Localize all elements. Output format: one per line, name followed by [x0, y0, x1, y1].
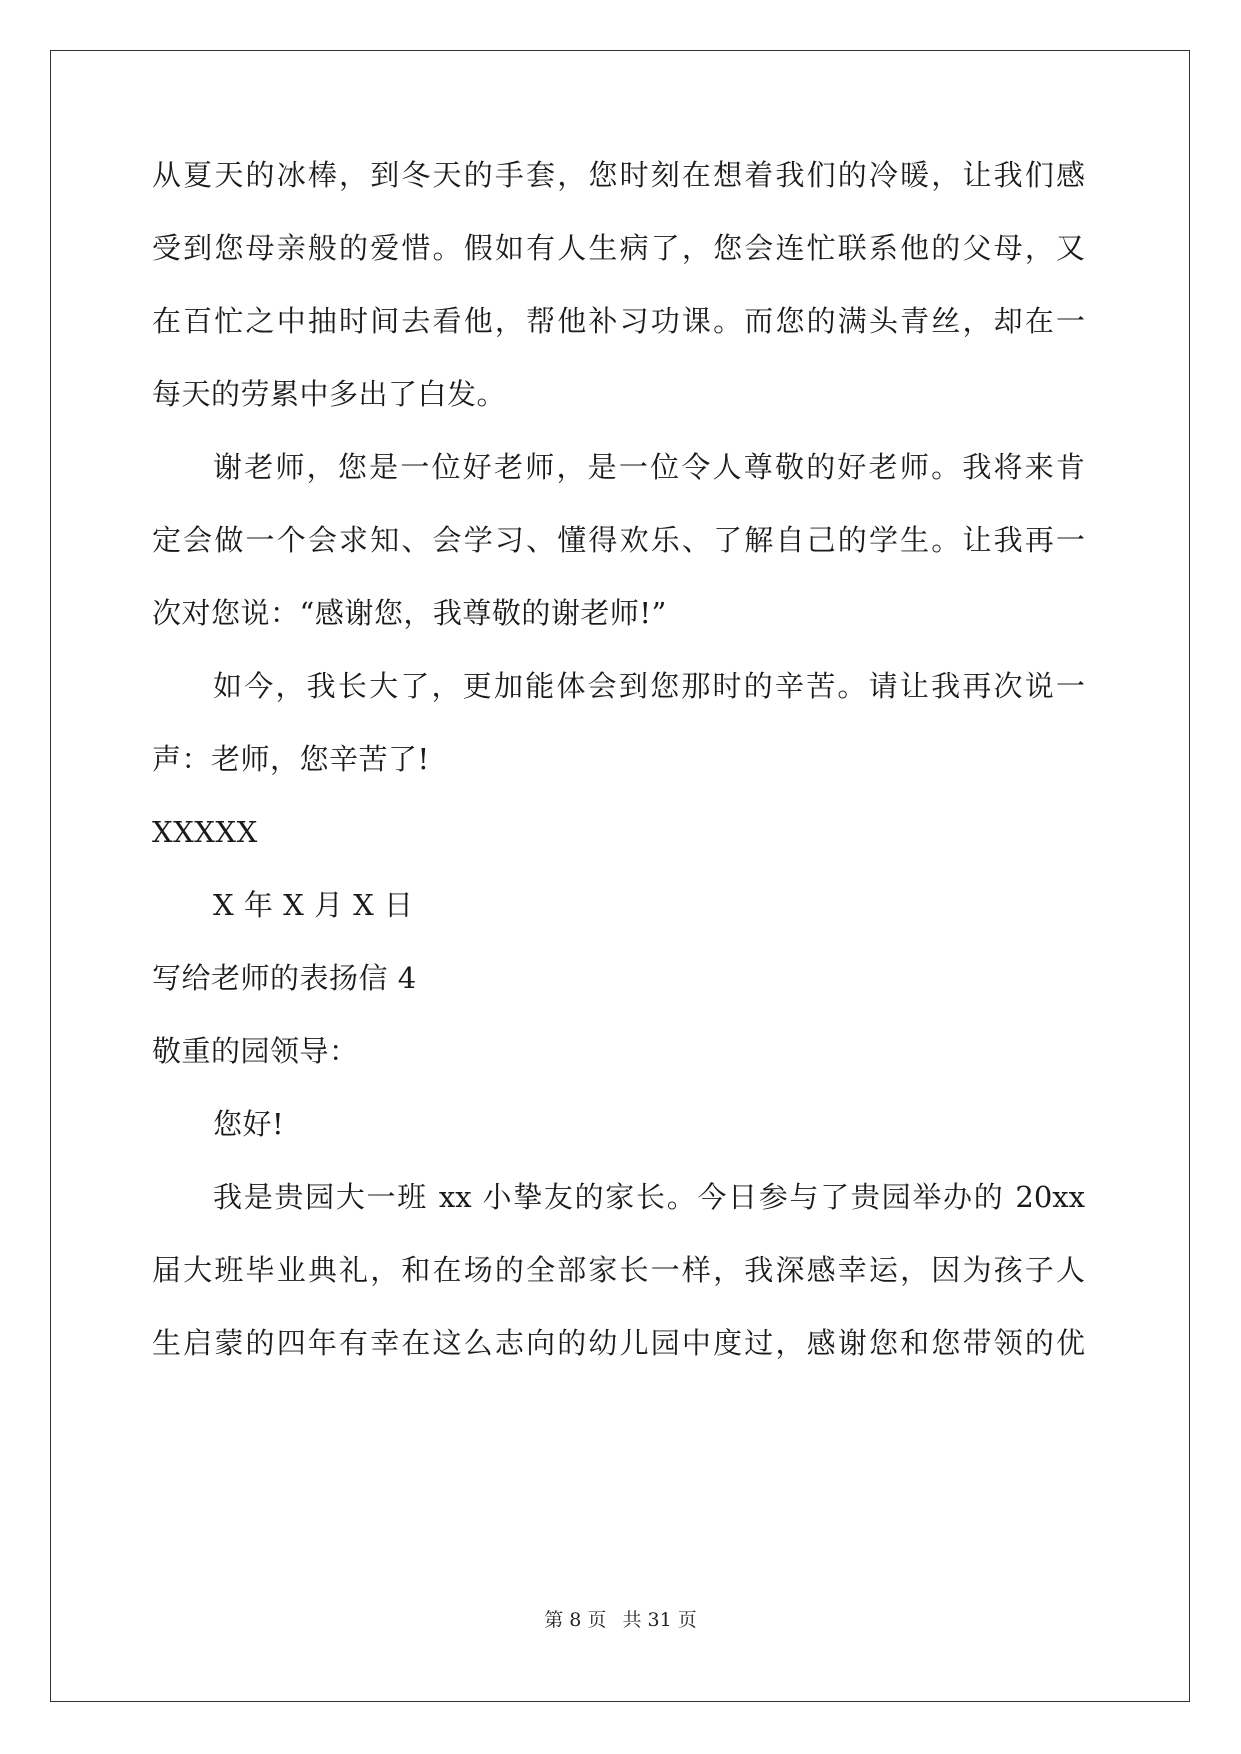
paragraph-line: 定会做一个会求知、会学习、懂得欢乐、了解自己的学生。让我再一 — [152, 523, 1085, 557]
page-border — [50, 50, 1190, 1702]
paragraph-line: 在百忙之中抽时间去看他，帮他补习功课。而您的满头青丝，却在一 — [152, 304, 1085, 338]
paragraph-line: 声：老师，您辛苦了! — [152, 742, 430, 776]
paragraph-line: 受到您母亲般的爱惜。假如有人生病了，您会连忙联系他的父母，又 — [152, 231, 1085, 265]
greeting: 您好! — [213, 1107, 285, 1141]
paragraph-line: 生启蒙的四年有幸在这么志向的幼儿园中度过，感谢您和您带领的优 — [152, 1326, 1085, 1360]
paragraph-line: 每天的劳累中多出了白发。 — [152, 377, 507, 411]
paragraph-line: 届大班毕业典礼，和在场的全部家长一样，我深感幸运，因为孩子人 — [152, 1253, 1085, 1287]
salutation: 敬重的园领导： — [152, 1034, 359, 1068]
current-page-label: 第 8 页 — [544, 1609, 607, 1631]
total-pages-label: 共 31 页 — [622, 1609, 697, 1631]
paragraph-line: 我是贵园大一班 xx 小挚友的家长。今日参与了贵园举办的 20xx — [213, 1180, 1085, 1214]
section-heading: 写给老师的表扬信 4 — [152, 961, 417, 995]
page-footer — [0, 1608, 1241, 1632]
signature-date: X 年 X 月 X 日 — [213, 888, 414, 922]
paragraph-line: 如今，我长大了，更加能体会到您那时的辛苦。请让我再次说一 — [213, 669, 1085, 703]
paragraph-line: 次对您说：“感谢您，我尊敬的谢老师!” — [152, 596, 667, 630]
paragraph-line: 从夏天的冰棒，到冬天的手套，您时刻在想着我们的冷暖，让我们感 — [152, 158, 1085, 192]
paragraph-line: 谢老师，您是一位好老师，是一位令人尊敬的好老师。我将来肯 — [213, 450, 1085, 484]
signature-name: XXXXX — [152, 815, 258, 849]
